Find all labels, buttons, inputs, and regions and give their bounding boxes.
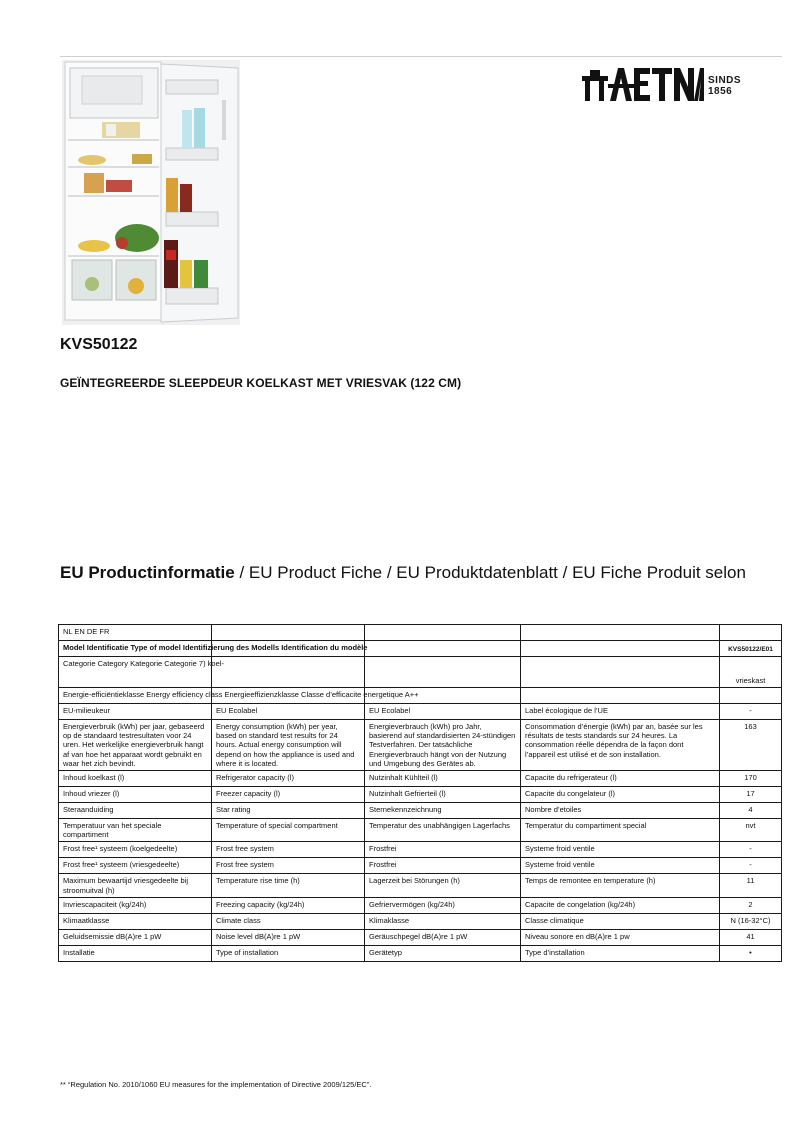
spec-label-de: EU Ecolabel	[365, 704, 521, 720]
energy-class-cell	[59, 688, 419, 704]
empty-cell	[365, 641, 521, 657]
empty-cell	[720, 625, 782, 641]
spec-value-cell: 4	[720, 803, 782, 819]
category-label: Categorie Category Kategorie Categorie 7) koel-	[63, 659, 224, 668]
table-row	[59, 874, 782, 897]
empty-cell	[521, 625, 720, 641]
spec-label-fr: Capacite du refrigerateur (l)	[521, 771, 720, 787]
spec-label-en: EU Ecolabel	[212, 704, 365, 720]
spec-label-fr: Label écologique de l’UE	[521, 704, 720, 720]
footnote: ** “Regulation No. 2010/1060 EU measures for the implementation of Directive 2009/125/EC”.	[60, 1080, 372, 1089]
spec-value-cell: 17	[720, 787, 782, 803]
table-row	[59, 641, 782, 657]
table-row	[59, 945, 782, 961]
spec-label-fr: Nombre d’etoiles	[521, 803, 720, 819]
spec-label-en: Energy consumption (kWh) per year, based on standard test results for 24 hours. Actual energy consumption will depend on how the appliance is used and where it is located.	[212, 720, 365, 771]
spec-value-cell: -	[720, 842, 782, 858]
model-id-cell	[59, 641, 368, 657]
logo-year-text: 1856	[708, 86, 733, 97]
category-value: vrieskast	[720, 657, 782, 688]
logo-tagline	[708, 75, 741, 97]
spec-label-nl: Energieverbruik (kWh) per jaar, gebaseerd op de standaard testresultaten voor 24 uren. Het werkelijke energieverbruik hangt af van hoe het apparaat wordt gebruikt en waar het zich bevindt.	[59, 720, 212, 771]
spec-label-fr: Type d’installation	[521, 945, 720, 961]
spec-value-cell: 163	[720, 720, 782, 771]
table-row	[59, 913, 782, 929]
spec-label-nl: Steraanduiding	[59, 803, 212, 819]
empty-cell	[212, 657, 365, 688]
spec-label-fr: Capacite de congelation (kg/24h)	[521, 897, 720, 913]
spec-label-nl: Frost free¹ systeem (koelgedeelte)	[59, 842, 212, 858]
spec-label-fr: Consommation d’énergie (kWh) par an, basée sur les résultats de tests standards sur 24 heures. La consommation réelle dépendra de la façon dont l’appareil est utilisé et de son installation.	[521, 720, 720, 771]
empty-cell	[212, 625, 365, 641]
model-id-value: KVS50122/E01	[720, 641, 782, 657]
spec-label-en: Climate class	[212, 913, 365, 929]
spec-label-de: Frostfrei	[365, 858, 521, 874]
table-row	[59, 897, 782, 913]
spec-value-cell: 170	[720, 771, 782, 787]
spec-label-nl: Temperatuur van het speciale compartiment	[59, 819, 212, 842]
spec-label-en: Refrigerator capacity (l)	[212, 771, 365, 787]
spec-label-de: Nutzinhalt Gefrierteil (l)	[365, 787, 521, 803]
spec-label-fr: Classe climatique	[521, 913, 720, 929]
spec-label-de: Geräuschpegel dB(A)re 1 pW	[365, 929, 521, 945]
fiche-heading	[60, 563, 746, 583]
spec-value-cell: -	[720, 704, 782, 720]
spec-label-fr: Capacite du congelateur (l)	[521, 787, 720, 803]
table-row	[59, 929, 782, 945]
product-image	[62, 60, 240, 325]
spec-label-en: Freezer capacity (l)	[212, 787, 365, 803]
empty-cell	[720, 688, 782, 704]
spec-label-en: Frost free system	[212, 842, 365, 858]
spec-label-de: Frostfrei	[365, 842, 521, 858]
spec-value-cell: 11	[720, 874, 782, 897]
languages-cell	[59, 625, 212, 641]
spec-value-cell: nvt	[720, 819, 782, 842]
product-fiche-table	[58, 624, 782, 962]
spec-label-de: Lagerzeit bei Störungen (h)	[365, 874, 521, 897]
spec-label-nl: Frost free¹ systeem (vriesgedeelte)	[59, 858, 212, 874]
spec-value-cell: N (16-32°C)	[720, 913, 782, 929]
spec-label-nl: Klimaatklasse	[59, 913, 212, 929]
table-row	[59, 688, 782, 704]
spec-label-de: Gefriervermögen (kg/24h)	[365, 897, 521, 913]
spec-label-nl: Maximum bewaartijd vriesgedeelte bij stroomuitval (h)	[59, 874, 212, 897]
etna-wordmark-icon	[582, 66, 704, 102]
empty-cell	[365, 625, 521, 641]
top-divider	[60, 56, 782, 57]
spec-label-nl: Invriescapaciteit (kg/24h)	[59, 897, 212, 913]
table-row	[59, 787, 782, 803]
energy-class-label: Energie-efficiëntieklasse Energy efficiency class Energieeffizienzklasse Classe d’efficacite energetique A++	[63, 690, 419, 699]
spec-label-fr: Temps de remontee en temperature (h)	[521, 874, 720, 897]
spec-value-cell: 41	[720, 929, 782, 945]
languages-text: NL EN DE FR	[63, 627, 110, 636]
empty-cell	[521, 688, 720, 704]
spec-label-en: Freezing capacity (kg/24h)	[212, 897, 365, 913]
table-row	[59, 704, 782, 720]
table-row	[59, 657, 782, 688]
spec-label-fr: Systeme froid ventile	[521, 858, 720, 874]
empty-cell	[521, 641, 720, 657]
category-cell	[59, 657, 224, 688]
spec-value-cell: 2	[720, 897, 782, 913]
spec-label-nl: Inhoud vriezer (l)	[59, 787, 212, 803]
spec-label-de: Klimaklasse	[365, 913, 521, 929]
table-row	[59, 819, 782, 842]
spec-label-de: Nutzinhalt Kühlteil (l)	[365, 771, 521, 787]
spec-label-de: Gerätetyp	[365, 945, 521, 961]
spec-label-nl: Installatie	[59, 945, 212, 961]
spec-label-en: Noise level dB(A)re 1 pW	[212, 929, 365, 945]
model-id-label: Model Identificatie Type of model Identifizierung des Modells Identification du modèle	[63, 643, 368, 652]
logo-sinds-text: SINDS	[708, 75, 742, 86]
table-row	[59, 858, 782, 874]
spec-label-fr: Temperatur du compartiment special	[521, 819, 720, 842]
spec-label-de: Sternekennzeichnung	[365, 803, 521, 819]
spec-label-en: Star rating	[212, 803, 365, 819]
spec-label-en: Temperature of special compartment	[212, 819, 365, 842]
product-model: KVS50122	[60, 336, 138, 353]
table-row	[59, 803, 782, 819]
spec-label-fr: Systeme froid ventile	[521, 842, 720, 858]
table-row	[59, 720, 782, 771]
brand-logo	[582, 66, 752, 106]
spec-label-fr: Niveau sonore en dB(A)re 1 pw	[521, 929, 720, 945]
spec-label-nl: EU-milieukeur	[59, 704, 212, 720]
spec-value-cell: -	[720, 858, 782, 874]
table-row	[59, 771, 782, 787]
fiche-heading-bold: EU Productinformatie	[60, 563, 235, 582]
table-row	[59, 625, 782, 641]
spec-label-nl: Inhoud koelkast (l)	[59, 771, 212, 787]
spec-label-de: Temperatur des unabhängigen Lagerfachs	[365, 819, 521, 842]
empty-cell	[365, 657, 521, 688]
spec-label-en: Temperature rise time (h)	[212, 874, 365, 897]
empty-cell	[521, 657, 720, 688]
table-row	[59, 842, 782, 858]
spec-label-de: Energieverbrauch (kWh) pro Jahr, basierend auf standardisierten 24-stündigen Testverfahren. Der tatsächliche Energieverbrauch hängt von der Nutzung und Umgebung des Gerätes ab.	[365, 720, 521, 771]
product-title: GEÏNTEGREERDE SLEEPDEUR KOELKAST MET VRIESVAK (122 CM)	[60, 376, 462, 390]
spec-value-cell: •	[720, 945, 782, 961]
spec-label-nl: Geluidsemissie dB(A)re 1 pW	[59, 929, 212, 945]
fiche-heading-rest: / EU Product Fiche / EU Produktdatenblatt / EU Fiche Produit selon	[234, 563, 746, 582]
spec-label-en: Type of installation	[212, 945, 365, 961]
spec-label-en: Frost free system	[212, 858, 365, 874]
